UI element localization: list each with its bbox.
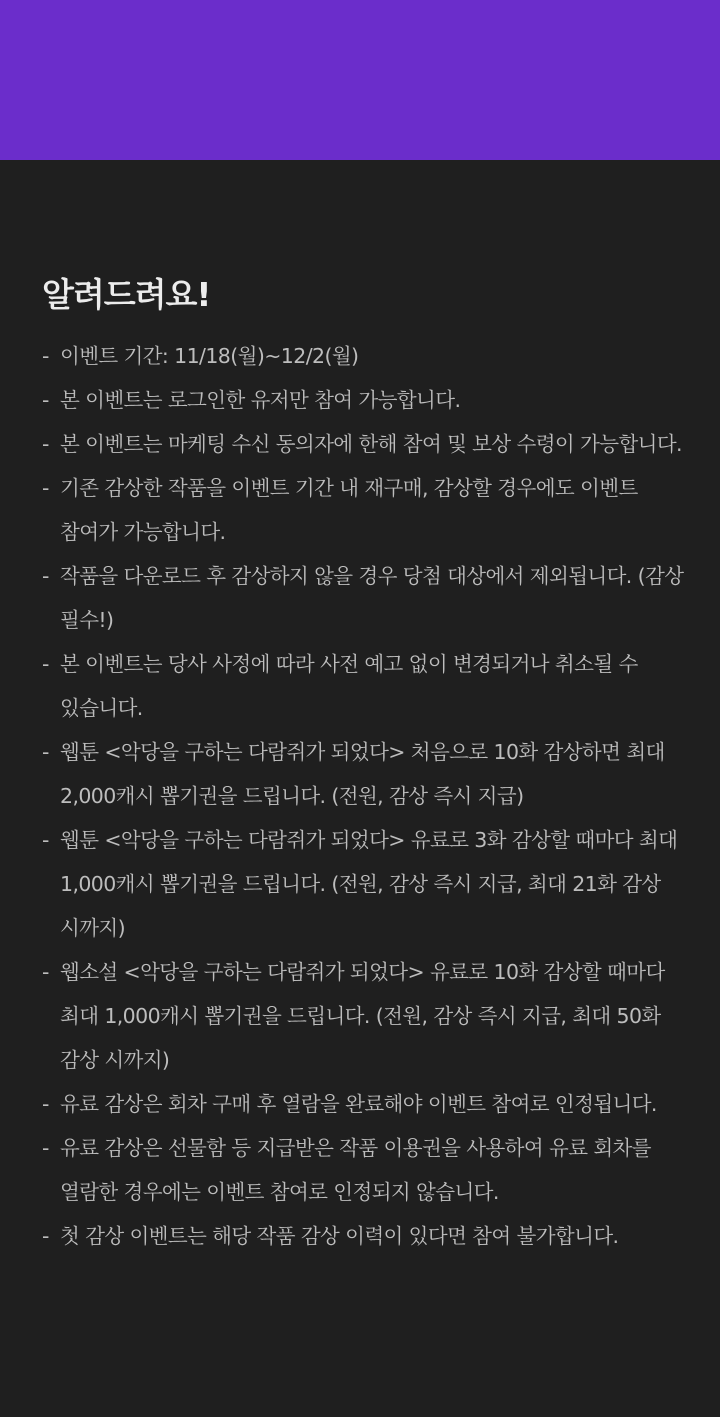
bullet-dash: -: [42, 740, 49, 764]
notice-item-text: 유료 감상은 선물함 등 지급받은 작품 이용권을 사용하여 유료 회차를 열람한 경우에는 이벤트 참여로 인정되지 않습니다.: [60, 1136, 651, 1204]
bullet-dash: -: [42, 1224, 49, 1248]
notice-item-text: 기존 감상한 작품을 이벤트 기간 내 재구매, 감상할 경우에도 이벤트 참여가 가능합니다.: [60, 476, 638, 544]
bullet-dash: -: [42, 828, 49, 852]
notice-item-text: 본 이벤트는 당사 사정에 따라 사전 예고 없이 변경되거나 취소될 수 있습니다.: [60, 652, 638, 720]
notice-item-text: 이벤트 기간: 11/18(월)~12/2(월): [60, 344, 359, 368]
bullet-dash: -: [42, 388, 49, 412]
bullet-dash: -: [42, 960, 49, 984]
notice-item-text: 작품을 다운로드 후 감상하지 않을 경우 당첨 대상에서 제외됩니다. (감상 필수!): [60, 564, 684, 632]
top-banner: [0, 0, 720, 160]
notice-item: [42, 378, 692, 422]
notice-item: [42, 1082, 692, 1126]
notice-item-text: 유료 감상은 회차 구매 후 열람을 완료해야 이벤트 참여로 인정됩니다.: [60, 1092, 657, 1116]
notice-item-text: 웹툰 <악당을 구하는 다람쥐가 되었다> 유료로 3화 감상할 때마다 최대 1,000캐시 뽑기권을 드립니다. (전원, 감상 즉시 지급, 최대 21화 감상 시까지): [60, 828, 678, 940]
bullet-dash: -: [42, 476, 49, 500]
notice-item: [42, 730, 692, 818]
notice-section: [42, 272, 692, 1258]
bullet-dash: -: [42, 344, 49, 368]
notice-item: [42, 950, 692, 1082]
notice-item-text: 웹소설 <악당을 구하는 다람쥐가 되었다> 유료로 10화 감상할 때마다 최대 1,000캐시 뽑기권을 드립니다. (전원, 감상 즉시 지급, 최대 50화 감상 시까지): [60, 960, 665, 1072]
bullet-dash: -: [42, 652, 49, 676]
notice-title: 알려드려요!: [42, 275, 211, 314]
notice-item: [42, 334, 692, 378]
bullet-dash: -: [42, 1136, 49, 1160]
notice-item-text: 본 이벤트는 로그인한 유저만 참여 가능합니다.: [60, 388, 461, 412]
notice-item: [42, 1126, 692, 1214]
notice-list: [42, 334, 692, 1258]
notice-item: [42, 554, 692, 642]
bullet-dash: -: [42, 1092, 49, 1116]
notice-item-text: 웹툰 <악당을 구하는 다람쥐가 되었다> 처음으로 10화 감상하면 최대 2,000캐시 뽑기권을 드립니다. (전원, 감상 즉시 지급): [60, 740, 665, 808]
notice-item: [42, 466, 692, 554]
bullet-dash: -: [42, 564, 49, 588]
notice-item-text: 첫 감상 이벤트는 해당 작품 감상 이력이 있다면 참여 불가합니다.: [60, 1224, 619, 1248]
notice-item: [42, 1214, 692, 1258]
notice-item: [42, 642, 692, 730]
notice-item-text: 본 이벤트는 마케팅 수신 동의자에 한해 참여 및 보상 수령이 가능합니다.: [60, 432, 682, 456]
notice-item: [42, 422, 692, 466]
notice-item: [42, 818, 692, 950]
bullet-dash: -: [42, 432, 49, 456]
